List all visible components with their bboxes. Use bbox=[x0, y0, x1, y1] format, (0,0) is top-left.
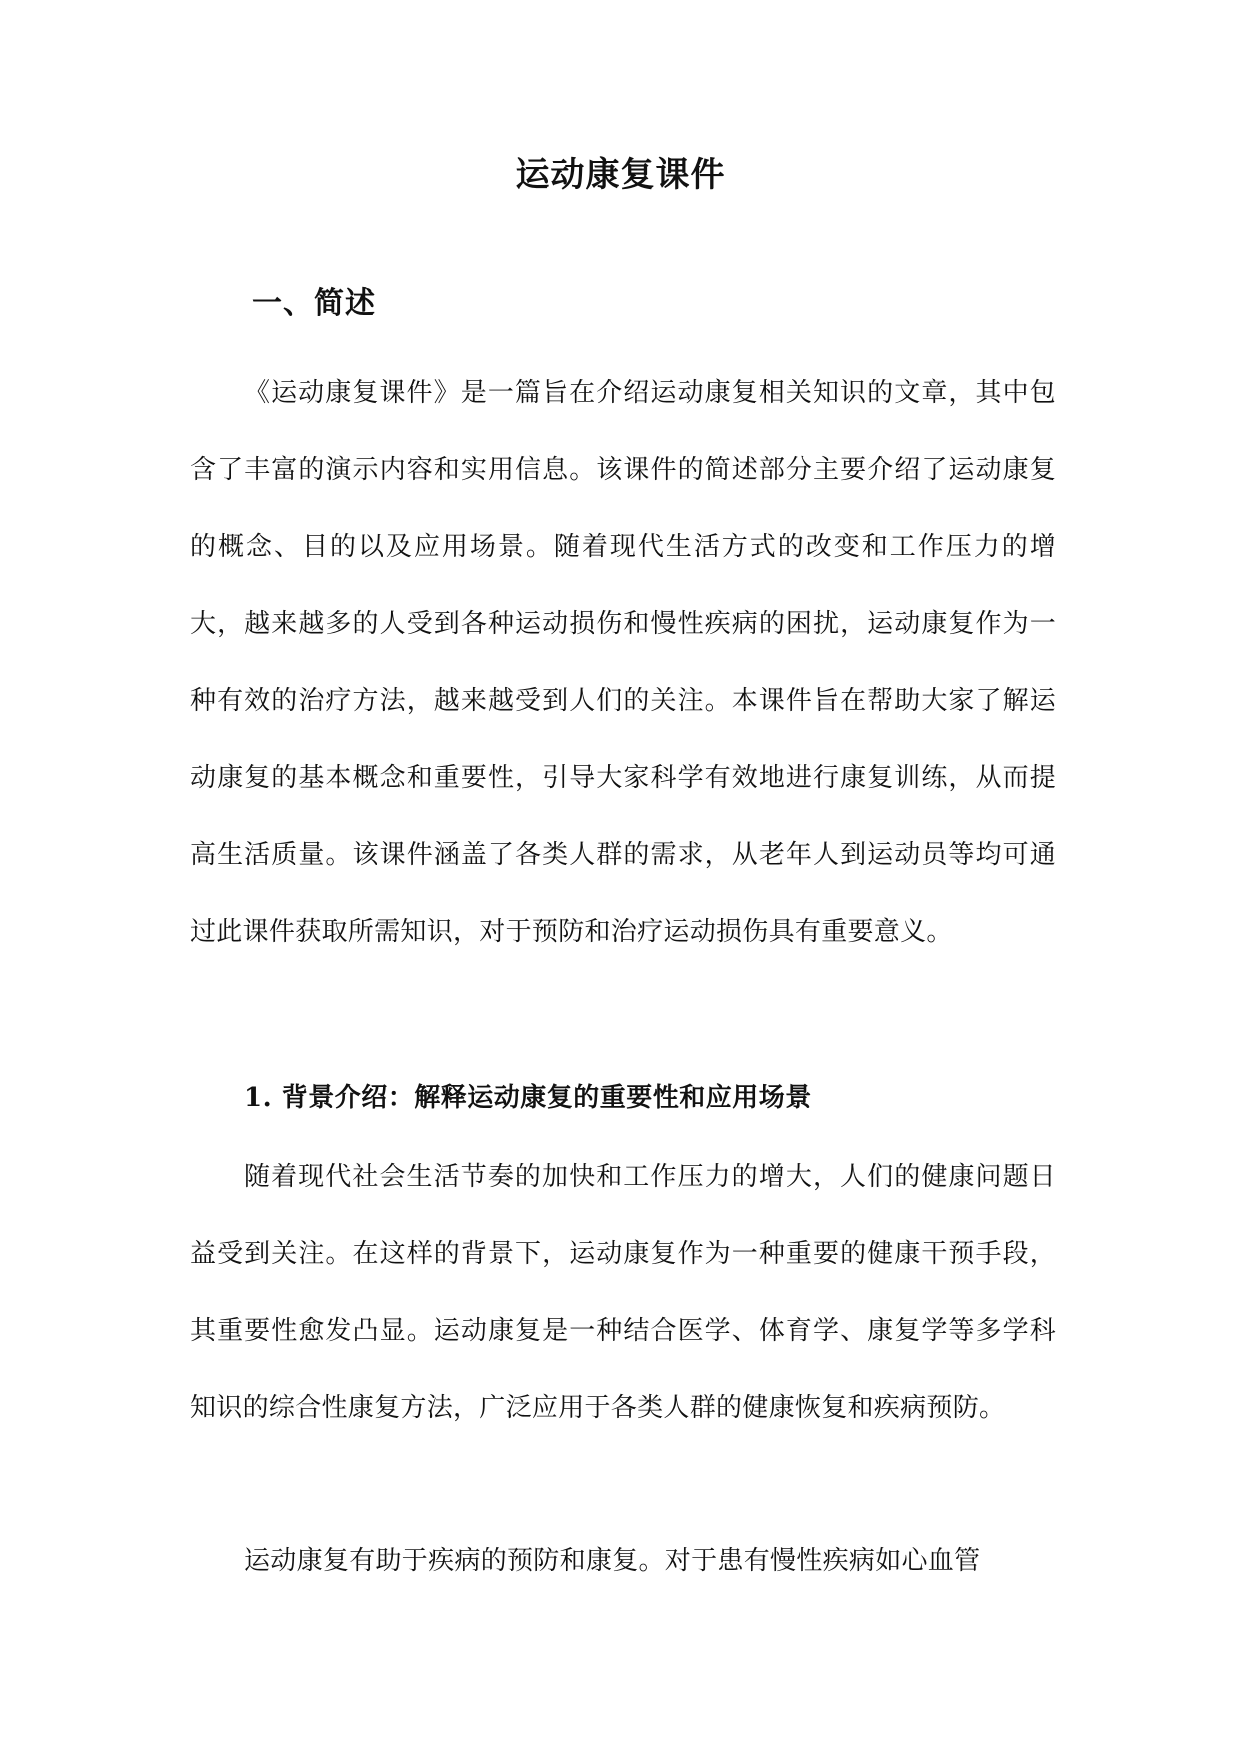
intro-paragraph: 《运动康复课件》是一篇旨在介绍运动康复相关知识的文章，其中包含了丰富的演示内容和实用信息。该课件的简述部分主要介绍了运动康复的概念、目的以及应用场景。随着现代生活方式的改变和工作压力的增大，越来越多的人受到各种运动损伤和慢性疾病的困扰，运动康复作为一种有效的治疗方法，越来越受到人们的关注。本课件旨在帮助大家了解运动康复的基本概念和重要性，引导大家科学有效地进行康复训练，从而提高生活质量。该课件涵盖了各类人群的需求，从老年人到运动员等均可通过此课件获取所需知识，对于预防和治疗运动损伤具有重要意义。 bbox=[190, 378, 1056, 947]
section-heading: 一、简述 bbox=[252, 286, 376, 321]
document-title: 运动康复课件 bbox=[515, 155, 726, 195]
sub-heading: 1. 背景介绍：解释运动康复的重要性和应用场景 bbox=[244, 1083, 812, 1113]
background-paragraph: 随着现代社会生活节奏的加快和工作压力的增大，人们的健康问题日益受到关注。在这样的背景下，运动康复作为一种重要的健康干预手段，其重要性愈发凸显。运动康复是一种结合医学、体育学、康复学等多学科知识的综合性康复方法，广泛应用于各类人群的健康恢复和疾病预防。 bbox=[190, 1162, 1056, 1423]
partial-paragraph: 运动康复有助于疾病的预防和康复。对于患有慢性疾病如心血管 bbox=[244, 1546, 981, 1576]
